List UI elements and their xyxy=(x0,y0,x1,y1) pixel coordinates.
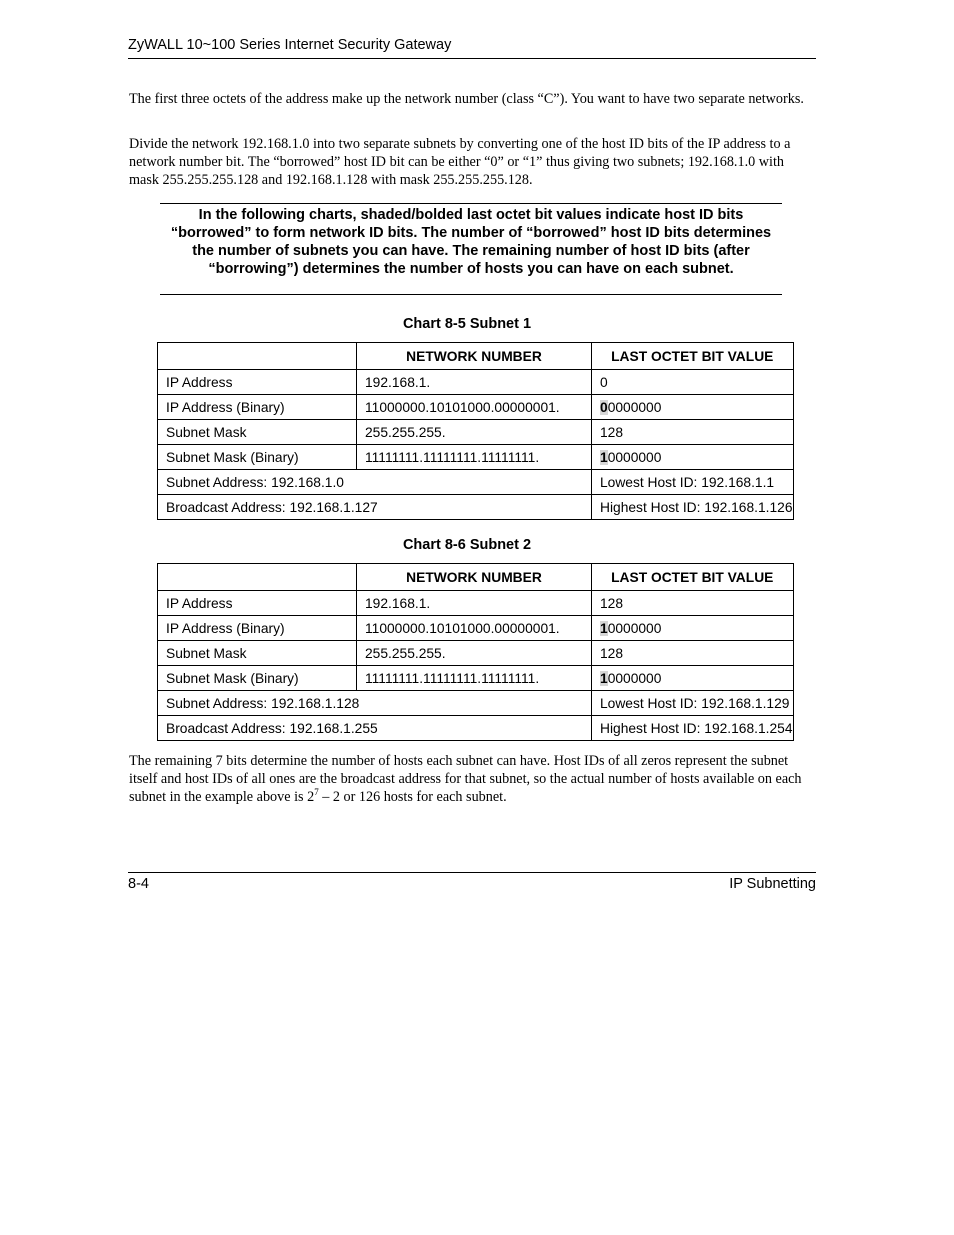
remaining-bits: 128 xyxy=(600,645,624,661)
remaining-bits: 0000000 xyxy=(607,449,662,465)
page-header xyxy=(128,37,816,59)
header-last-octet-bit-value: LAST OCTET BIT VALUE xyxy=(592,343,794,370)
row-label: Subnet Mask (Binary) xyxy=(158,666,357,691)
last-octet-value xyxy=(592,666,794,691)
borrowed-bit: 1 xyxy=(600,620,608,636)
broadcast-address: Broadcast Address: 192.168.1.255 xyxy=(158,716,592,741)
table-row xyxy=(158,420,794,445)
remaining-bits: 0 xyxy=(600,374,608,390)
last-octet-value xyxy=(592,641,794,666)
header-network-number: NETWORK NUMBER xyxy=(357,343,592,370)
table-row xyxy=(158,641,794,666)
network-number-value: 11000000.10101000.00000001. xyxy=(357,395,592,420)
remaining-bits: 0000000 xyxy=(607,399,662,415)
chart-caption-subnet-2: Chart 8-6 Subnet 2 xyxy=(402,537,532,553)
network-number-value: 11111111.11111111.11111111. xyxy=(357,445,592,470)
highest-host-id: Highest Host ID: 192.168.1.254 xyxy=(592,716,794,741)
summary-row xyxy=(158,495,794,520)
paragraph-network-number: The first three octets of the address make up the network number (class “C”). You want to have two separate networks. xyxy=(129,91,804,107)
table-row xyxy=(158,591,794,616)
subnet-1-table xyxy=(157,342,794,520)
network-number-value: 255.255.255. xyxy=(357,641,592,666)
row-label: IP Address (Binary) xyxy=(158,395,357,420)
summary-row xyxy=(158,716,794,741)
last-octet-value xyxy=(592,395,794,420)
borrowed-bit: 1 xyxy=(600,670,608,686)
remaining-bits: 0000000 xyxy=(607,620,662,636)
paragraph-remaining-bits xyxy=(129,752,814,806)
borrowed-bit: 1 xyxy=(600,449,608,465)
header-last-octet-bit-value: LAST OCTET BIT VALUE xyxy=(592,564,794,591)
network-number-value: 11000000.10101000.00000001. xyxy=(357,616,592,641)
paragraph-divide-network: Divide the network 192.168.1.0 into two separate subnets by converting one of the host ID bits of the IP address to a network number bit. The “borrowed” host ID bit can be either “0” or “1” thus giving two subnets; 192.168.1.0 with mask 255.255.255.128 and 192.168.1.128 with mask 255.255.255.128. xyxy=(129,136,791,188)
network-number-value: 11111111.11111111.11111111. xyxy=(357,666,592,691)
header-network-number: NETWORK NUMBER xyxy=(357,564,592,591)
paragraph-text-end: – 2 or 126 hosts for each subnet. xyxy=(318,789,507,805)
subnet-address: Subnet Address: 192.168.1.128 xyxy=(158,691,592,716)
header-blank-cell xyxy=(158,343,357,370)
page-footer xyxy=(128,872,816,892)
remaining-bits: 128 xyxy=(600,595,624,611)
last-octet-value xyxy=(592,445,794,470)
row-label: IP Address (Binary) xyxy=(158,616,357,641)
row-label: Subnet Mask xyxy=(158,420,357,445)
remaining-bits: 0000000 xyxy=(607,670,662,686)
row-label: Subnet Mask xyxy=(158,641,357,666)
subnet-address: Subnet Address: 192.168.1.0 xyxy=(158,470,592,495)
last-octet-value xyxy=(592,370,794,395)
page-number: 8-4 xyxy=(128,876,149,892)
table-header-row xyxy=(158,343,794,370)
section-title: IP Subnetting xyxy=(729,876,816,892)
header-blank-cell xyxy=(158,564,357,591)
note-text: In the following charts, shaded/bolded last octet bit values indicate host ID bits “borrowed” to form network ID bits. The number of “borrowed” host ID bits determines the number of subnets you can have. The remaining number of host ID bits (after “borrowing”) determines the number of hosts you can have on each subnet. xyxy=(170,207,772,277)
lowest-host-id: Lowest Host ID: 192.168.1.1 xyxy=(592,470,794,495)
network-number-value: 192.168.1. xyxy=(357,370,592,395)
table-row xyxy=(158,666,794,691)
table-header-row xyxy=(158,564,794,591)
borrowed-bit: 0 xyxy=(600,399,608,415)
remaining-bits: 128 xyxy=(600,424,624,440)
summary-row xyxy=(158,470,794,495)
subnet-2-table xyxy=(157,563,794,741)
broadcast-address: Broadcast Address: 192.168.1.127 xyxy=(158,495,592,520)
row-label: Subnet Mask (Binary) xyxy=(158,445,357,470)
table-row xyxy=(158,370,794,395)
highest-host-id: Highest Host ID: 192.168.1.126 xyxy=(592,495,794,520)
last-octet-value xyxy=(592,420,794,445)
paragraph-text: The remaining 7 bits determine the number of hosts each subnet can have. Host IDs of all zeros represent the subnet itself and host IDs of all ones are the broadcast address for that subnet, so the actual number of hosts available on each subnet in the example above is 2 xyxy=(129,753,802,805)
summary-row xyxy=(158,691,794,716)
last-octet-value xyxy=(592,616,794,641)
exponent: 7 xyxy=(314,787,319,797)
note-box xyxy=(160,203,782,295)
last-octet-value xyxy=(592,591,794,616)
header-title: ZyWALL 10~100 Series Internet Security Gateway xyxy=(128,37,452,53)
network-number-value: 255.255.255. xyxy=(357,420,592,445)
row-label: IP Address xyxy=(158,591,357,616)
lowest-host-id: Lowest Host ID: 192.168.1.129 xyxy=(592,691,794,716)
row-label: IP Address xyxy=(158,370,357,395)
network-number-value: 192.168.1. xyxy=(357,591,592,616)
table-row xyxy=(158,395,794,420)
chart-caption-subnet-1: Chart 8-5 Subnet 1 xyxy=(402,316,532,332)
table-row xyxy=(158,445,794,470)
table-row xyxy=(158,616,794,641)
